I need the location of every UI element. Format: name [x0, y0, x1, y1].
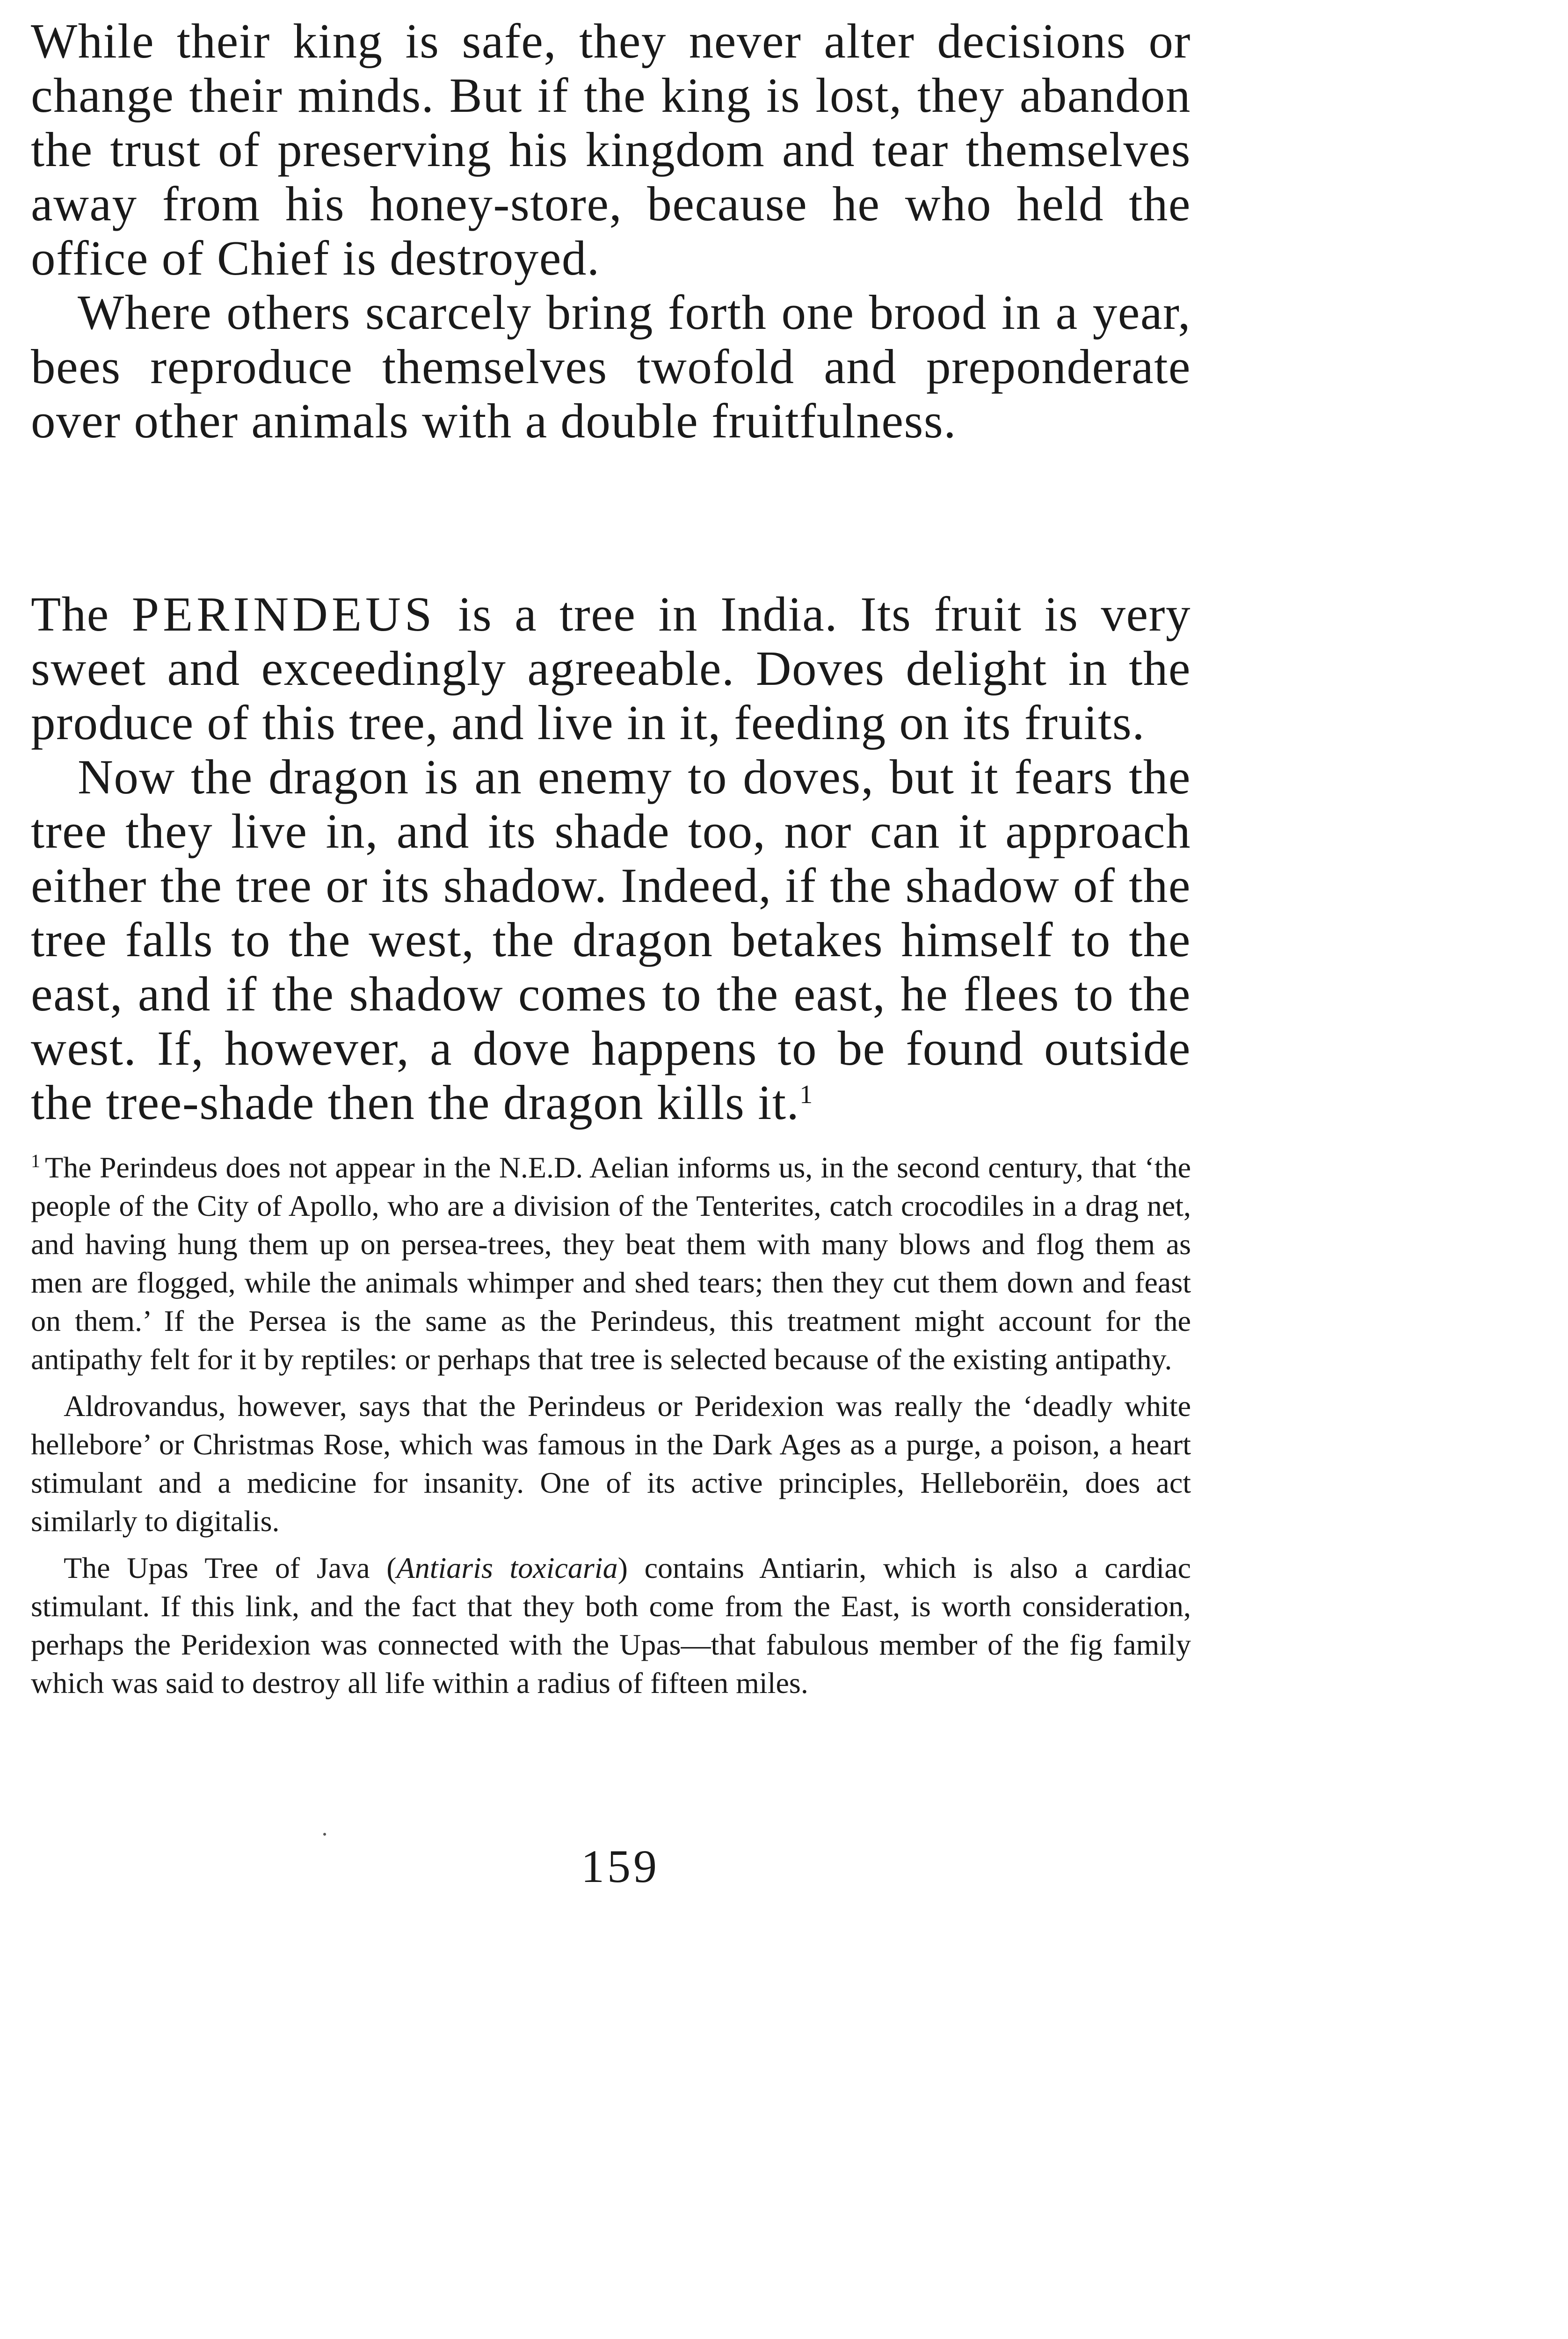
- opening-word: The: [31, 587, 109, 641]
- species-name: Antiaris toxicaria: [396, 1551, 618, 1584]
- page-number: 159: [581, 1840, 660, 1892]
- bee-section: [31, 14, 1191, 448]
- footnote-reference[interactable]: 1: [799, 1080, 813, 1109]
- perindeus-paragraph-2: [31, 750, 1191, 1130]
- bee-paragraph-2: Where others scarcely bring forth one brood in a year, bees reproduce themselves twofold and preponderate over other animals with a double fruitfulness.: [31, 285, 1191, 448]
- bee-paragraph-1: While their king is safe, they never alter decisions or change their minds. But if the king is lost, they abandon the trust of preserving his kingdom and tear themselves away from his honey-store, because he who held the office of Chief is destroyed.: [31, 14, 1191, 285]
- footnote-1-text: The Perindeus does not appear in the N.E.D. Aelian informs us, in the second century, that ‘the people of the City of Apollo, who are a division of the Tenterites, catch crocodiles in a drag net, and having hung them up on persea-trees, they beat them with many blows and flog them as men are flogged, while the animals whimper and shed tears; then they cut them down and feast on them.’ If the Persea is the same as the Perindeus, this treatment might account for the antipathy felt for it by reptiles: or perhaps that tree is selected because of the existing antipathy.: [31, 1151, 1191, 1376]
- footnote-number: 1: [31, 1150, 40, 1171]
- perindeus-paragraph-1-text: is a tree in India. Its fruit is very sweet and exceedingly agreeable. Doves delight in the produce of this tree, and live in it, feeding on its fruits.: [31, 587, 1191, 750]
- print-speck: [323, 1833, 326, 1836]
- perindeus-section: [31, 587, 1191, 1130]
- footnote-3-after: ) contains Antiarin, which is also a cardiac stimulant. If this link, and the fact that they both come from the East, is worth consideration, perhaps the Peridexion was connected with the Upas—that fabulous member of the fig family which was said to destroy all life within a radius of fifteen miles.: [31, 1551, 1191, 1700]
- footnote-paragraph-2: Aldrovandus, however, says that the Perindeus or Peridexion was really the ‘deadly white hellebore’ or Christmas Rose, which was famous in the Dark Ages as a purge, a poison, a heart stimulant and a medicine for insanity. One of its active principles, Helleborëin, does act similarly to digitalis.: [31, 1389, 1191, 1538]
- footnote-paragraph-3: [31, 1549, 1191, 1702]
- perindeus-paragraph-1: [31, 587, 1191, 750]
- entry-heading: PERINDEUS: [131, 587, 436, 641]
- footnote-1: [31, 1148, 1191, 1379]
- footnotes: [31, 1148, 1191, 1711]
- perindeus-paragraph-2-text: Now the dragon is an enemy to doves, but it fears the tree they live in, and its shade too, nor can it approach either the tree or its shadow. Indeed, if the shadow of the tree falls to the west, the dragon betakes himself to the east, and if the shadow comes to the east, he flees to the west. If, however, a dove happens to be found outside the tree-shade then the dragon kills it.: [31, 749, 1191, 1130]
- footnote-3-before: The Upas Tree of Java (: [64, 1551, 397, 1584]
